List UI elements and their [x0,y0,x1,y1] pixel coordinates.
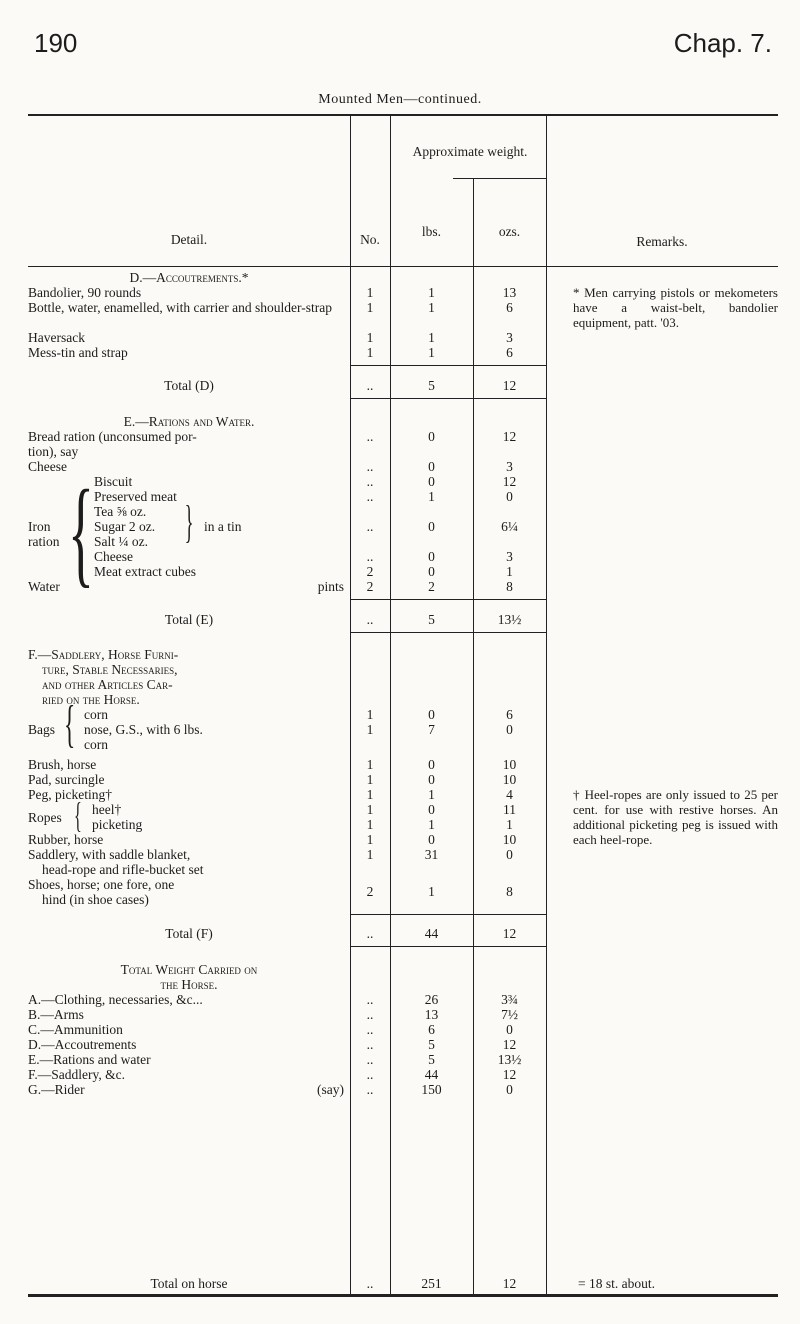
grand-total-remark: = 18 st. about. [578,1276,655,1291]
table-row: G.—Rider [28,1082,85,1097]
header-lbs: lbs. [421,224,442,239]
table-row: Saddlery, with saddle blanket, [28,847,191,862]
table-row: Tea ⅝ oz. [94,504,147,519]
table-row: F.—Saddlery, &c. [28,1067,126,1082]
grand-total-lbs: 251 [421,1276,442,1291]
header-no: No. [360,232,380,247]
table-row: Biscuit [94,474,133,489]
page-number: 190 [34,28,78,58]
table-row: heel† [92,802,122,817]
ropes-brace: { [74,795,82,835]
section-g-title: Total Weight Carried on [120,962,258,977]
weight-subheader-rule [453,178,546,179]
table-row: Pad, surcingle [28,772,105,787]
table-row: picketing [92,817,143,832]
iron-ration-label: Iron ration [28,519,60,549]
weights-table: Detail. No. Approximate weight. lbs. ozs. Remarks. D.—Accoutrements.* Bandolier, 90 rounds 1 1 13 Bottle, water, enamelled, with carrier and shoulder-strap 1 1 6 Haversack 1 1 3 Mess-tin and strap 1 1 6 Total (D) .. 5 12 * Men carrying pistols or mekometers have a waist-belt, bandolier equipment, patt. '03. E.—Rations and Water. Bread ration (unconsumed por- tion), say .. 0 12 Cheese .. 0 3 Iron ration { Biscuit .. 0 12 Preserved meat .. 1 0 Tea ⅝ oz. Sugar 2 oz. .. 0 6¼ Salt ¼ oz. { in a tin Cheese .. 0 3 Meat extract cubes 2 0 1 Water pints 2 2 8 Total (E) .. 5 13½ F.—Saddlery, Horse Furni- ture, Stable Necessaries, and other Articles Car- ried on the Horse. Bags { corn 1 0 6 nose, G.S., with 6 lbs. 1 7 0 corn Brush, horse 1 0 10 Pad, surcingle 1 0 10 Peg, picketing† 1 1 4 Ropes { heel† 1 0 11 picketing 1 1 1 Rubber, horse 1 0 10 Saddlery, with saddle blanket, head-rope and rifle-bucket set 1 31 0 Shoes, horse; one fore, one hind (in shoe cases) 2 1 8 Total (F) .. 44 12 † Heel-ropes are only issued to 25 per cent. for use with restive horses. An additional picketing peg is issued with each heel-rope. Total Weight Carried on the Horse. A.—Clothing, necessaries, &c... .. 26 3¾ B.—Arms .. 13 7½ C.—Ammunition .. 6 0 D.—Accoutrements .. 5 12 E.—Rations and water .. 5 13½ F.—Saddlery, &c. .. 44 12 G.—Rider (say) .. 150 0 Total on horse .. 251 12 = 18 st. about. [28,114,778,1298]
total-d-label: Total (D) [164,378,214,393]
top-rule [28,114,778,116]
total-e-ozs: 13½ [497,612,522,627]
total-d-lbs: 5 [428,378,435,393]
header-remarks: Remarks. [636,234,688,249]
bags-label: Bags [28,722,55,737]
table-row: Bandolier, 90 rounds [28,285,142,300]
header-ozs: ozs. [498,224,521,239]
tin-brace: { [184,501,194,552]
table-row: Water [28,579,60,594]
total-e-label: Total (E) [164,612,214,627]
table-row: Brush, horse [28,757,97,772]
table-row: D.—Accoutrements [28,1037,137,1052]
table-row: Sugar 2 oz. [94,519,156,534]
header-detail: Detail. [170,232,208,247]
table-row: corn [84,707,108,722]
iron-ration-brace: { [68,465,94,598]
total-rule [350,914,546,915]
in-a-tin-label: in a tin [204,519,242,534]
ropes-label: Ropes [28,810,62,825]
remark-f: † Heel-ropes are only issued to 25 per cent. for use with restive horses. An additional picketing peg is issued with each heel-rope. [573,787,778,847]
header-approx-weight: Approximate weight. [412,144,528,159]
table-row: Peg, picketing† [28,787,112,802]
table-row: Rubber, horse [28,832,104,847]
section-d-title: D.—Accoutrements.* [129,270,249,285]
table-row: Haversack [28,330,85,345]
section-e-title: E.—Rations and Water. [123,414,255,429]
table-row: Meat extract cubes [94,564,196,579]
grand-total-label: Total on horse [150,1276,228,1291]
total-d-ozs: 12 [502,378,517,393]
table-row: Salt ¼ oz. [94,534,148,549]
total-f-ozs: 12 [502,926,517,941]
total-f-lbs: 44 [424,926,439,941]
total-e-lbs: 5 [428,612,435,627]
table-row: Bottle, water, enamelled, with carrier and shoulder-strap [28,300,332,315]
total-f-label: Total (F) [165,926,213,941]
table-row: Cheese [94,549,133,564]
table-row: A.—Clothing, necessaries, &c... [28,992,203,1007]
table-subtitle: Mounted Men—continued. [318,92,482,107]
bottom-rule [28,1294,778,1297]
page-header [28,28,772,58]
chapter-label: Chap. 7. [673,28,772,58]
section-f-title: F.—Saddlery, Horse Furni- [28,647,179,662]
table-row: nose, G.S., with 6 lbs. [84,722,203,737]
table-row: Cheese [28,459,67,474]
table-row: B.—Arms [28,1007,84,1022]
col-rule-4 [546,114,547,1294]
header-rule [28,266,778,267]
grand-total-ozs: 12 [502,1276,517,1291]
table-row: E.—Rations and water [28,1052,151,1067]
remark-d: * Men carrying pistols or mekometers have a waist-belt, bandolier equipment, patt. '03. [573,285,778,330]
total-rule [350,599,546,600]
table-row: Preserved meat [94,489,177,504]
bags-brace: { [64,696,76,753]
table-row: Shoes, horse; one fore, one [28,877,175,892]
table-row: corn [84,737,108,752]
table-row: C.—Ammunition [28,1022,123,1037]
total-rule [350,365,546,366]
table-row: Mess-tin and strap [28,345,128,360]
table-row: Bread ration (unconsumed por- [28,429,197,444]
